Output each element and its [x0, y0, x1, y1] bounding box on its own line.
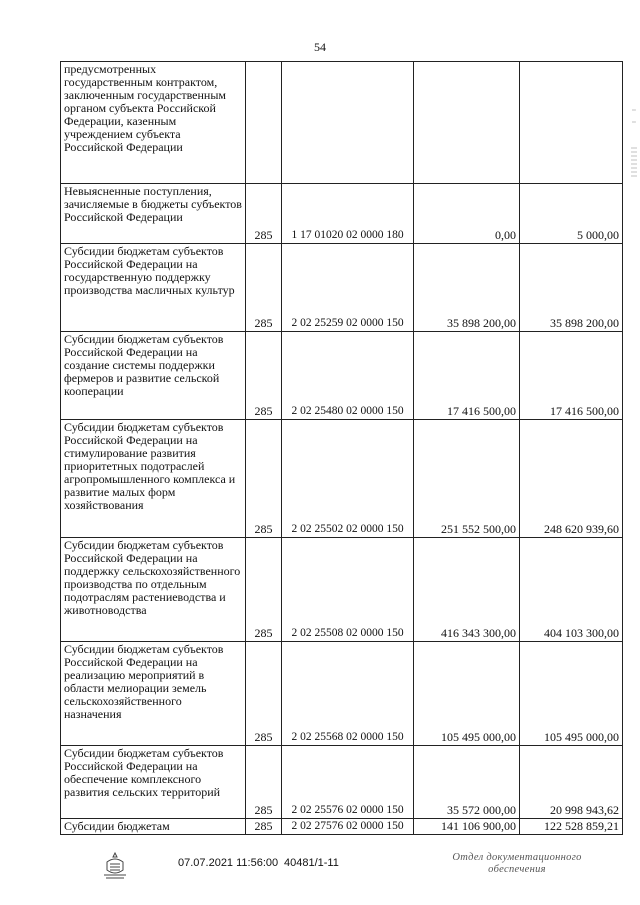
row-value-actual: 122 528 859,21: [520, 819, 623, 835]
row-name: предусмотренных государственным контрактом, заключенным государственным органом субъекта Российской Федерации, казенным учреждением субъекта Российской Федерации: [61, 62, 246, 184]
row-value-actual: 248 620 939,60: [520, 420, 623, 538]
row-value-actual: 20 998 943,62: [520, 746, 623, 819]
row-value-actual: 5 000,00: [520, 184, 623, 244]
row-admin-code: 285: [246, 746, 282, 819]
row-value-actual: 105 495 000,00: [520, 642, 623, 746]
table-row: [61, 420, 623, 538]
table-row: [61, 332, 623, 420]
footer-document-number: 40481/1-11: [284, 857, 339, 869]
row-budget-code: 2 02 25259 02 0000 150: [282, 244, 414, 332]
row-value-planned: 251 552 500,00: [414, 420, 520, 538]
emblem-icon: [98, 850, 132, 882]
stamp-line-2: обеспечения: [488, 864, 546, 875]
row-name: Субсидии бюджетам субъектов Российской Федерации на поддержку сельскохозяйственного производства по отдельным подотраслям растениеводства и животноводства: [61, 538, 246, 642]
row-value-actual: [520, 62, 623, 184]
scan-edge-marks: [628, 100, 638, 260]
row-budget-code: 2 02 27576 02 0000 150: [282, 819, 414, 835]
department-stamp: [452, 852, 582, 876]
row-budget-code: 1 17 01020 02 0000 180: [282, 184, 414, 244]
table-row: [61, 62, 623, 184]
row-admin-code: 285: [246, 184, 282, 244]
table-row: [61, 244, 623, 332]
row-admin-code: 285: [246, 420, 282, 538]
row-value-planned: 105 495 000,00: [414, 642, 520, 746]
row-admin-code: [246, 62, 282, 184]
row-name: Субсидии бюджетам субъектов Российской Федерации на стимулирование развития приоритетных подотраслей агропромышленного комплекса и развитие малых форм хозяйствования: [61, 420, 246, 538]
row-value-planned: 141 106 900,00: [414, 819, 520, 835]
row-name: Невыясненные поступления, зачисляемые в бюджеты субъектов Российской Федерации: [61, 184, 246, 244]
budget-table-body: [61, 62, 623, 835]
table-row: [61, 746, 623, 819]
table-row: [61, 538, 623, 642]
row-budget-code: 2 02 25568 02 0000 150: [282, 642, 414, 746]
row-value-planned: 35 572 000,00: [414, 746, 520, 819]
footer-datetime: 07.07.2021 11:56:00: [178, 857, 279, 869]
row-value-planned: 17 416 500,00: [414, 332, 520, 420]
page-number: 54: [314, 40, 326, 54]
row-value-planned: 35 898 200,00: [414, 244, 520, 332]
row-value-actual: 35 898 200,00: [520, 244, 623, 332]
row-budget-code: 2 02 25508 02 0000 150: [282, 538, 414, 642]
row-value-actual: 404 103 300,00: [520, 538, 623, 642]
row-admin-code: 285: [246, 332, 282, 420]
row-budget-code: 2 02 25502 02 0000 150: [282, 420, 414, 538]
stamp-line-1: Отдел документационного: [452, 852, 582, 863]
row-name: Субсидии бюджетам: [61, 819, 246, 835]
row-admin-code: 285: [246, 244, 282, 332]
row-value-planned: [414, 62, 520, 184]
row-admin-code: 285: [246, 538, 282, 642]
row-value-planned: 0,00: [414, 184, 520, 244]
table-row: [61, 819, 623, 835]
table-row: [61, 184, 623, 244]
row-admin-code: 285: [246, 819, 282, 835]
row-budget-code: [282, 62, 414, 184]
row-name: Субсидии бюджетам субъектов Российской Федерации на создание системы поддержки фермеров и развитие сельской кооперации: [61, 332, 246, 420]
row-value-planned: 416 343 300,00: [414, 538, 520, 642]
row-name: Субсидии бюджетам субъектов Российской Федерации на реализацию мероприятий в области мелиорации земель сельскохозяйственного назначения: [61, 642, 246, 746]
row-value-actual: 17 416 500,00: [520, 332, 623, 420]
row-name: Субсидии бюджетам субъектов Российской Федерации на государственную поддержку производства масличных культур: [61, 244, 246, 332]
row-name: Субсидии бюджетам субъектов Российской Федерации на обеспечение комплексного развития сельских территорий: [61, 746, 246, 819]
budget-table: [60, 61, 623, 835]
row-admin-code: 285: [246, 642, 282, 746]
row-budget-code: 2 02 25480 02 0000 150: [282, 332, 414, 420]
table-row: [61, 642, 623, 746]
row-budget-code: 2 02 25576 02 0000 150: [282, 746, 414, 819]
